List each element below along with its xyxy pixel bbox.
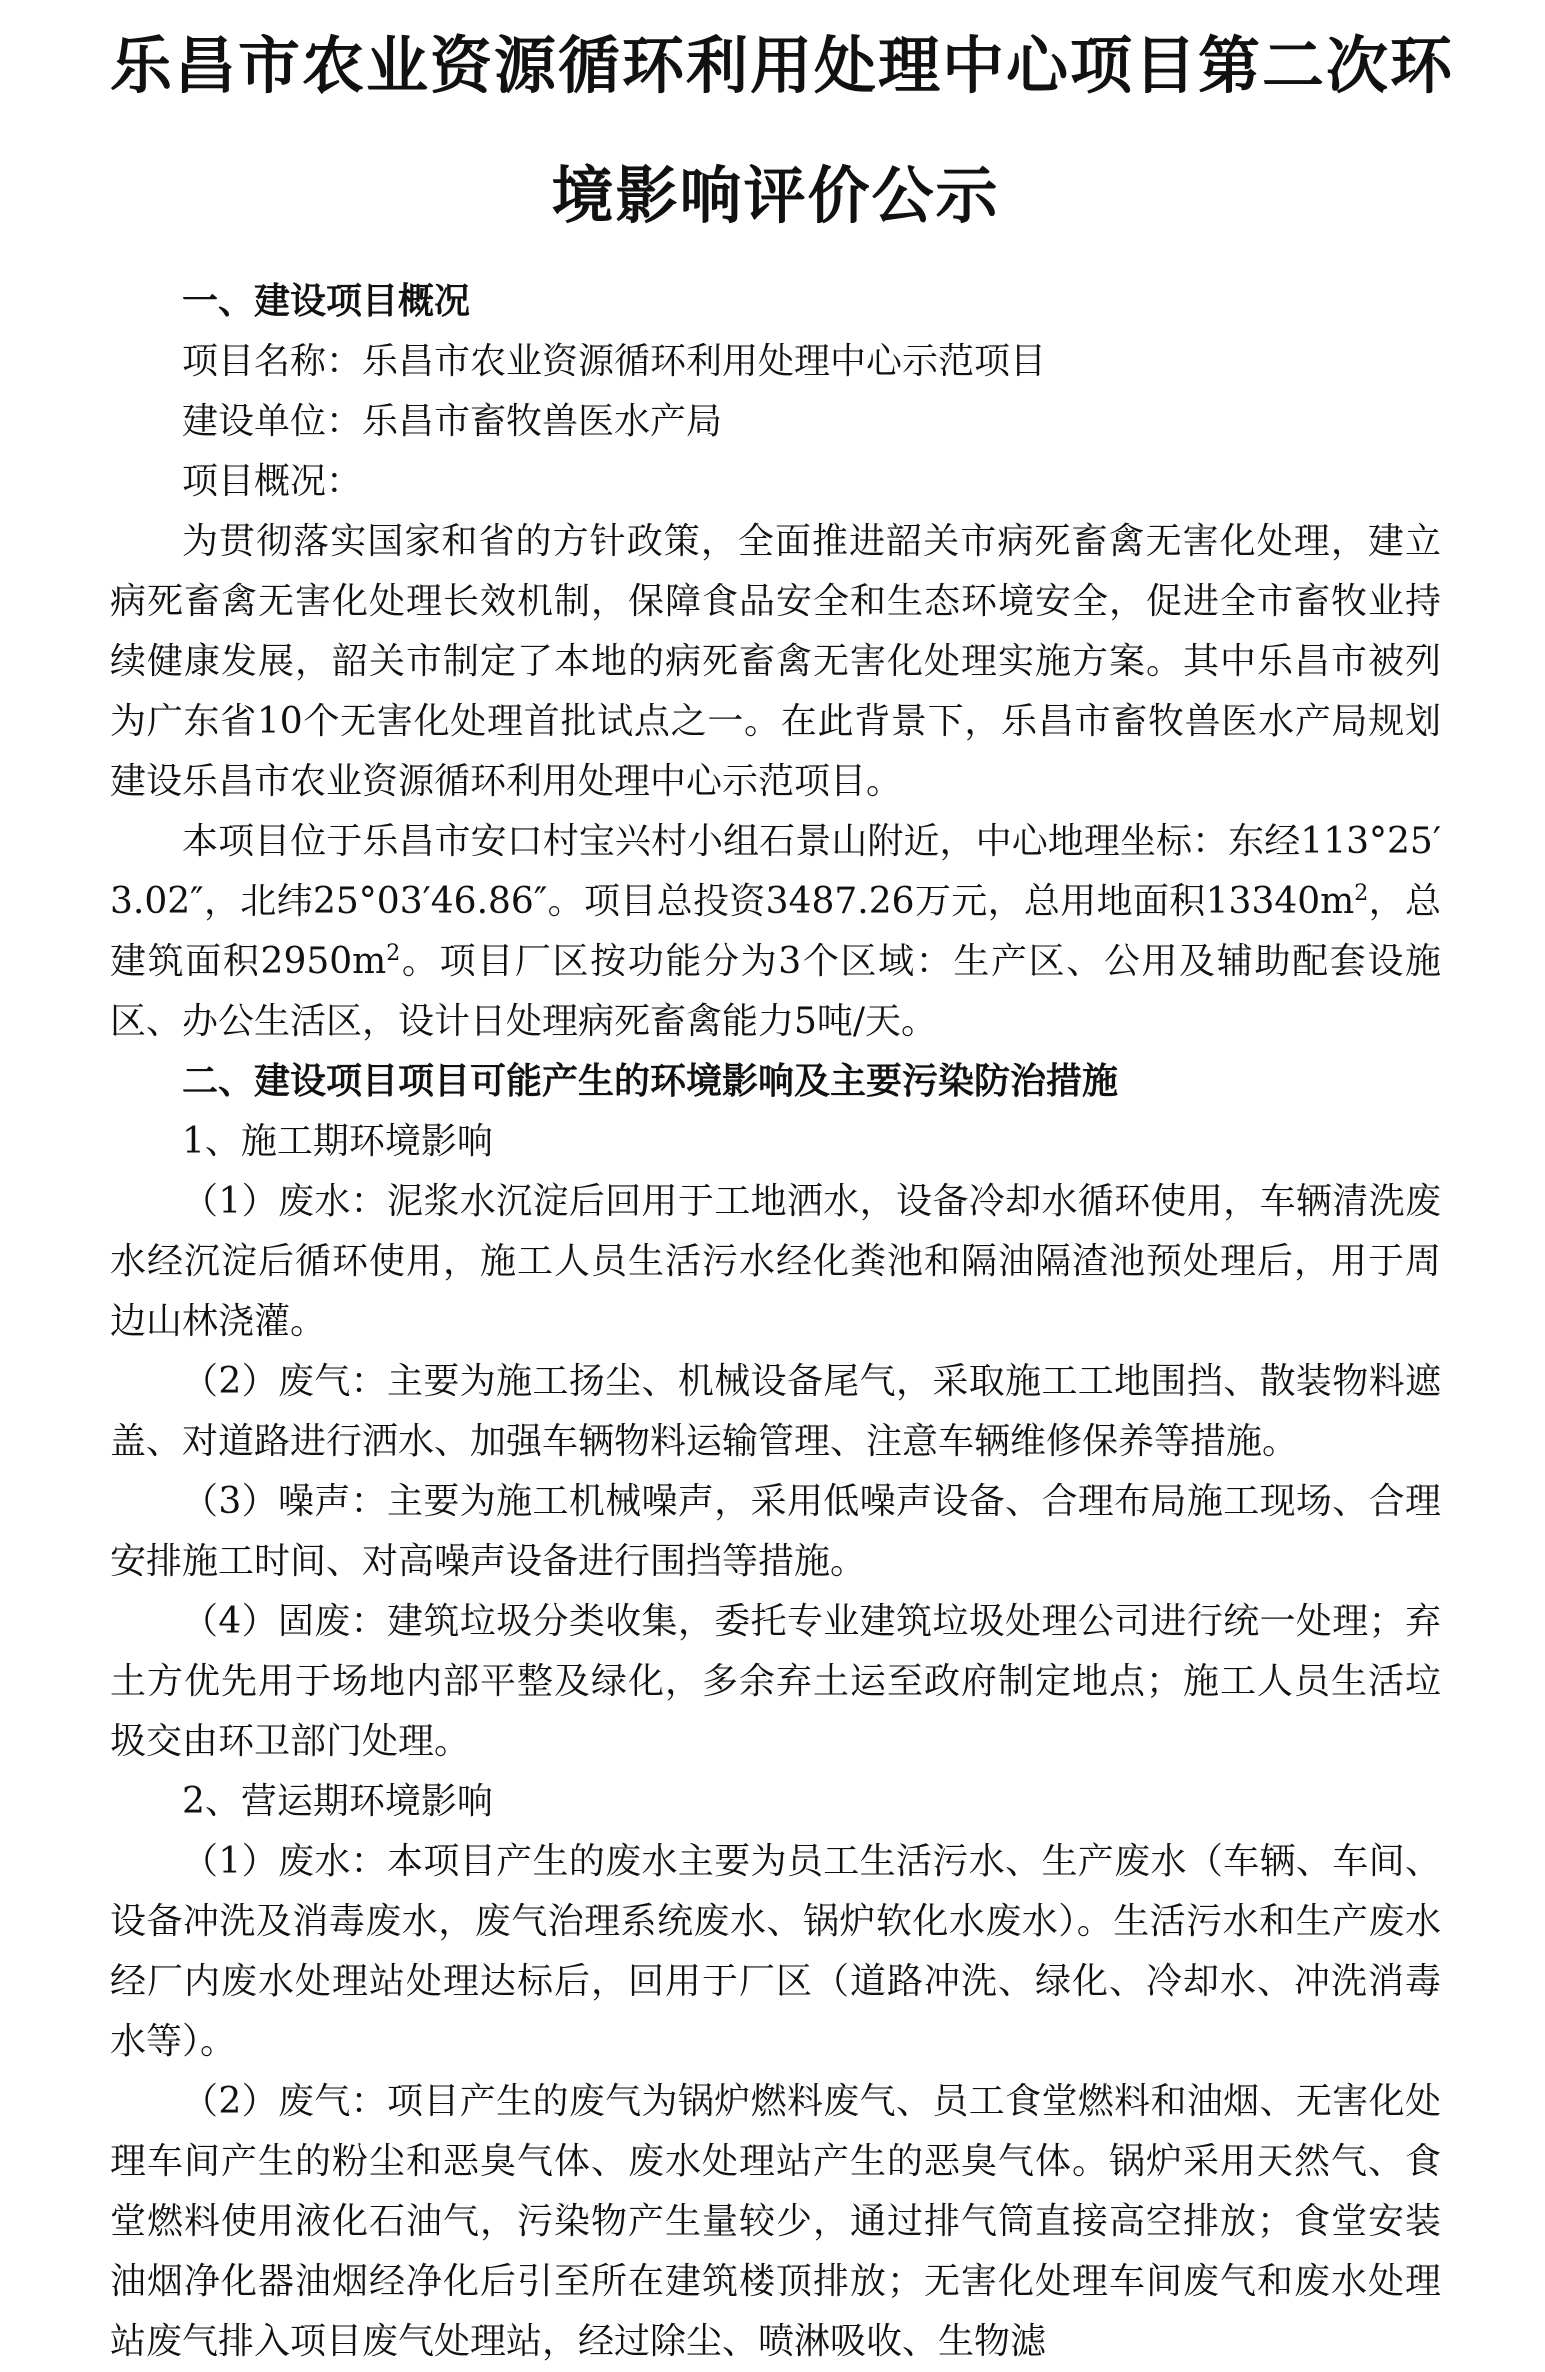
- construction-item-noise: （3）噪声：主要为施工机械噪声，采用低噪声设备、合理布局施工现场、合理安排施工时间、对高噪声设备进行围挡等措施。: [110, 1481, 1441, 1582]
- construction-item-exhaust: （2）废气：主要为施工扬尘、机械设备尾气，采取施工工地围挡、散装物料遮盖、对道路进行洒水、加强车辆物料运输管理、注意车辆维修保养等措施。: [110, 1361, 1441, 1462]
- construction-item-wastewater: （1）废水：泥浆水沉淀后回用于工地洒水，设备冷却水循环使用，车辆清洗废水经沉淀后循环使用，施工人员生活污水经化粪池和隔油隔渣池预处理后，用于周边山林浇灌。: [110, 1181, 1441, 1342]
- project-name-line: 项目名称：乐昌市农业资源循环利用处理中心示范项目: [182, 341, 1047, 382]
- location-paragraph: [110, 812, 1441, 1052]
- location-text-c: 。项目厂区按功能分为3个区域：生产区、公用及辅助配套设施区、办公生活区，设计日处理病死畜禽能力5吨/天。: [110, 941, 1441, 1042]
- builder-line: 建设单位：乐昌市畜牧兽医水产局: [182, 401, 723, 442]
- section-2-heading: 二、建设项目项目可能产生的环境影响及主要污染防治措施: [182, 1061, 1119, 1102]
- background-paragraph: 为贯彻落实国家和省的方针政策，全面推进韶关市病死畜禽无害化处理，建立病死畜禽无害化处理长效机制，保障食品安全和生态环境安全，促进全市畜牧业持续健康发展，韶关市制定了本地的病死畜禽无害化处理实施方案。其中乐昌市被列为广东省10个无害化处理首批试点之一。在此背景下，乐昌市畜牧兽医水产局规划建设乐昌市农业资源循环利用处理中心示范项目。: [110, 521, 1441, 802]
- operation-heading: 2、营运期环境影响: [182, 1781, 493, 1822]
- operation-item-wastewater: （1）废水：本项目产生的废水主要为员工生活污水、生产废水（车辆、车间、设备冲洗及消毒废水，废气治理系统废水、锅炉软化水废水）。生活污水和生产废水经厂内废水处理站处理达标后，回用于厂区（道路冲洗、绿化、冷却水、冲洗消毒水等）。: [110, 1841, 1441, 2062]
- document-body: [110, 272, 1441, 2372]
- location-text-b: ，总建筑面积2950m: [110, 881, 1441, 982]
- construction-item-solid-waste: （4）固废：建筑垃圾分类收集，委托专业建筑垃圾处理公司进行统一处理；弃土方优先用于场地内部平整及绿化，多余弃土运至政府制定地点；施工人员生活垃圾交由环卫部门处理。: [110, 1601, 1441, 1762]
- overview-label: 项目概况：: [182, 461, 363, 502]
- superscript-2: 2: [386, 941, 401, 966]
- title-line-1: 乐昌市农业资源循环利用处理中心项目第二次环: [110, 29, 1455, 102]
- document-title: [110, 18, 1455, 244]
- operation-item-exhaust: （2）废气：项目产生的废气为锅炉燃料废气、员工食堂燃料和油烟、无害化处理车间产生的粉尘和恶臭气体、废水处理站产生的恶臭气体。锅炉采用天然气、食堂燃料使用液化石油气，污染物产生量较少，通过排气筒直接高空排放；食堂安装油烟净化器油烟经净化后引至所在建筑楼顶排放；无害化处理车间废气和废水处理站废气排入项目废气处理站，经过除尘、喷淋吸收、生物滤: [110, 2081, 1441, 2362]
- title-line-2: 境影响评价公示: [551, 159, 1000, 232]
- construction-heading: 1、施工期环境影响: [182, 1121, 493, 1162]
- superscript-2: 2: [1354, 881, 1369, 906]
- section-1-heading: 一、建设项目概况: [182, 281, 471, 322]
- location-text-a: 本项目位于乐昌市安口村宝兴村小组石景山附近，中心地理坐标：东经113°25′3.02″，北纬25°03′46.86″。项目总投资3487.26万元，总用地面积13340m: [110, 821, 1441, 922]
